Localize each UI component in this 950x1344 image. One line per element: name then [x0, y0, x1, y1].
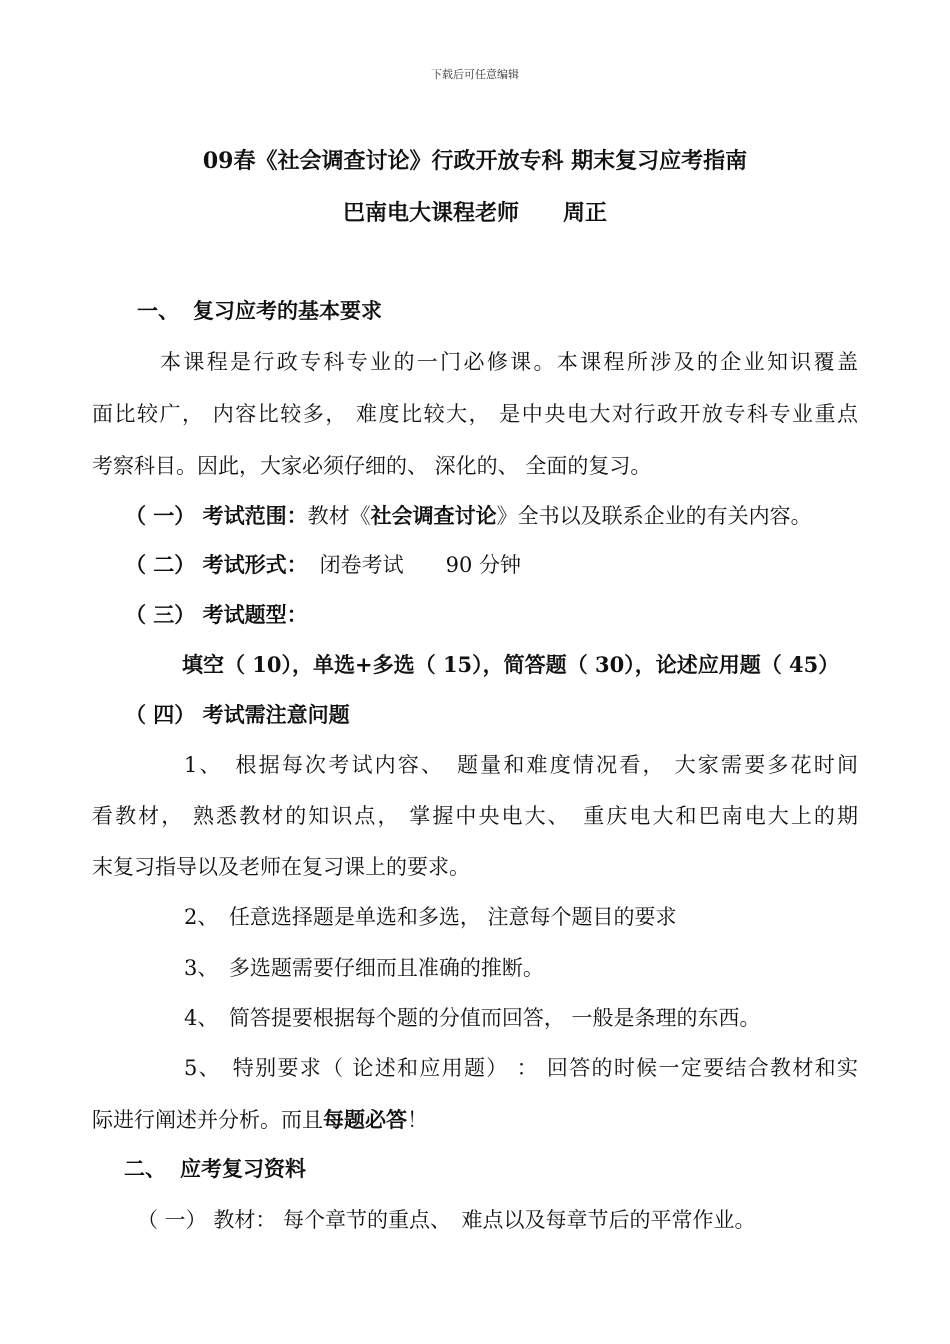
exam-types-line: 填空（ 10），单选+多选（ 15），简答题（ 30），论述应用题（ 45）: [182, 652, 840, 677]
document-title: 09春《社会调查讨论》行政开放专科 期末复习应考指南: [202, 148, 748, 174]
section1-heading: [137, 297, 382, 325]
exam-scope: （ 一） 考试范围：教材《社会调查讨论》全书以及联系企业的有关内容。: [125, 503, 812, 528]
book-title: 社会调查讨论: [370, 503, 497, 528]
section2-heading-number: 二、: [124, 1156, 166, 1181]
section2-heading: [124, 1155, 306, 1183]
exam-format-value: 闭卷考试 90 分钟: [319, 553, 522, 577]
point2: 2、 任意选择题是单选和多选， 注意每个题目的要求: [184, 905, 677, 929]
section2-heading-text: 应考复习资料: [180, 1156, 306, 1181]
point4: 4、 简答提要根据每个题的分值而回答， 一般是条理的东西。: [184, 1006, 761, 1030]
point1-line-3: 末复习指导以及老师在复习课上的要求。: [92, 855, 470, 879]
exam-format: [125, 551, 521, 579]
exam-types-label: （ 三） 考试题型：: [125, 602, 308, 627]
point1-line-2: 看教材， 熟悉教材的知识点， 掌握中央电大、 重庆电大和巴南电大上的期: [92, 804, 858, 828]
must-answer-emphasis: 每题必答: [323, 1107, 407, 1132]
textbook-item: （ 一） 教材： 每个章节的重点、 难点以及每章节后的平常作业。: [137, 1208, 756, 1232]
exam-format-label: （ 二） 考试形式：: [125, 552, 308, 577]
author-line: 巴南电大课程老师 周正: [342, 200, 607, 226]
page-header-note: 下载后可任意编辑: [431, 68, 519, 81]
intro-line-1: 本课程是行政专科专业的一门必修课。本课程所涉及的企业知识覆盖: [160, 350, 858, 374]
point3: 3、 多选题需要仔细而且准确的推断。: [184, 956, 544, 980]
intro-line-2: 面比较广， 内容比较多， 难度比较大， 是中央电大对行政开放专科专业重点: [92, 402, 858, 426]
point5-line-2: 际进行阐述并分析。而且每题必答！: [92, 1107, 428, 1132]
intro-line-3: 考察科目。因此，大家必须仔细的、 深化的、 全面的复习。: [92, 454, 652, 478]
section1-heading-number: 一、: [137, 298, 179, 323]
section1-heading-text: 复习应考的基本要求: [193, 298, 382, 323]
exam-scope-label: （ 一） 考试范围：: [125, 503, 308, 528]
point5-line-1: 5、 特别要求（ 论述和应用题） ： 回答的时候一定要结合教材和实: [184, 1056, 858, 1080]
exam-notes-label: （ 四） 考试需注意问题: [125, 702, 350, 727]
point1-line-1: 1、 根据每次考试内容、 题量和难度情况看， 大家需要多花时间: [184, 753, 858, 777]
